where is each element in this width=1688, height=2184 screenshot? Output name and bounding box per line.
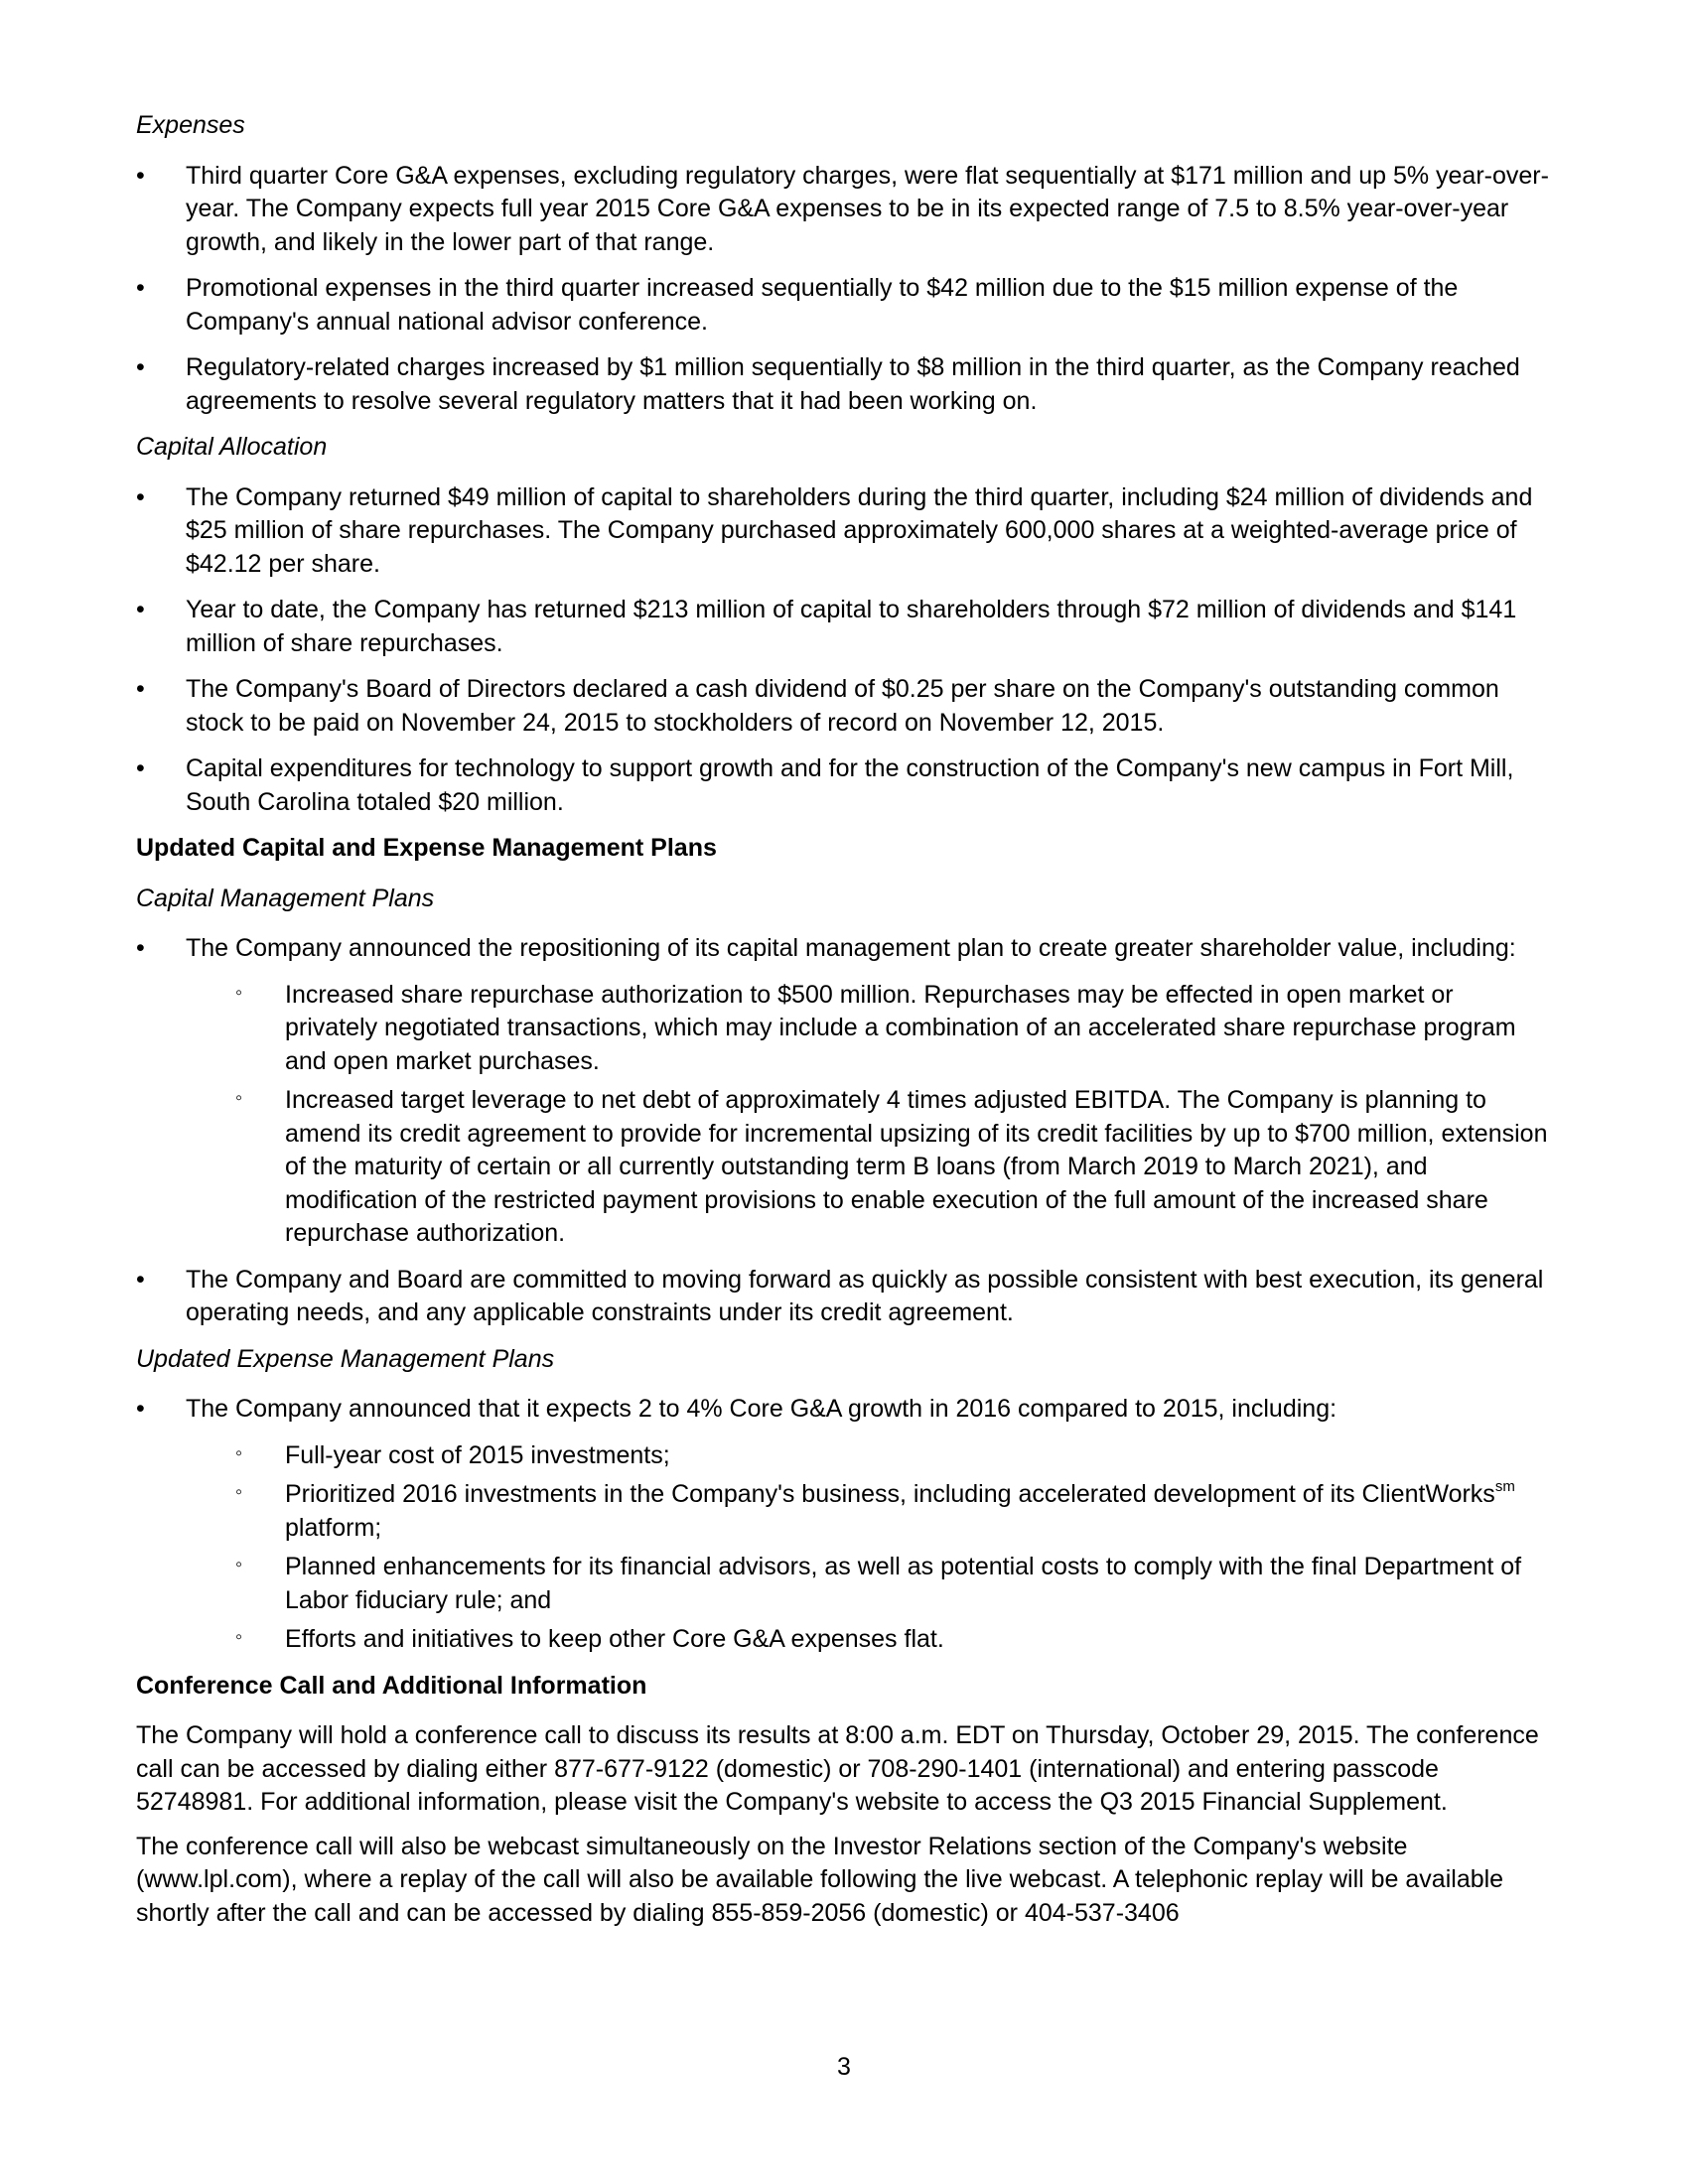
- bullet-glyph: •: [136, 1395, 145, 1423]
- list-item: [136, 160, 1551, 260]
- sub-bullet-glyph: ◦: [235, 1087, 243, 1109]
- capital-management-list: [136, 932, 1551, 1330]
- sub-list-item: [136, 1623, 1551, 1657]
- sub-list-item-text: [285, 1480, 1515, 1542]
- bullet-glyph: •: [136, 353, 145, 381]
- list-item: [136, 594, 1551, 660]
- sub-bullet-glyph: ◦: [235, 1626, 243, 1648]
- sub-list-item-text: Full-year cost of 2015 investments;: [285, 1440, 670, 1469]
- sub-bullet-glyph: ◦: [235, 1554, 243, 1575]
- list-item: [136, 752, 1551, 819]
- sub-list: [186, 1439, 1551, 1657]
- list-item: [136, 1393, 1551, 1657]
- list-item: [136, 481, 1551, 582]
- conference-call-heading: Conference Call and Additional Information: [136, 1671, 647, 1700]
- bullet-glyph: •: [136, 482, 145, 511]
- sub-list-item: [136, 1439, 1551, 1473]
- list-item-text: The Company's Board of Directors declared a cash dividend of $0.25 per share on the Company's outstanding common stock to be paid on November 24, 2015 to stockholders of record on November 12, 2015.: [186, 675, 1499, 737]
- list-item-text: Year to date, the Company has returned $213 million of capital to shareholders through $72 million of dividends and $141 million of share repurchases.: [186, 596, 1517, 657]
- clientworks-text-after: platform;: [285, 1513, 382, 1542]
- list-item: [136, 351, 1551, 418]
- bullet-glyph: •: [136, 596, 145, 623]
- expenses-list: [136, 160, 1551, 419]
- webcast-paragraph: The conference call will also be webcast simultaneously on the Investor Relations section of the Company's website (www.lpl.com), where a replay of the call will also be available following the live webcast. A telephonic replay will be available shortly after the call and can be accessed by dialing 855-859-2056 (domestic) or 404-537-3406: [136, 1832, 1504, 1927]
- expense-management-list: [136, 1393, 1551, 1657]
- bullet-glyph: •: [136, 274, 145, 302]
- sub-list-item: [136, 979, 1551, 1079]
- sub-bullet-glyph: ◦: [235, 1441, 243, 1464]
- sub-list: [186, 979, 1551, 1251]
- updated-plans-heading: Updated Capital and Expense Management Plans: [136, 834, 717, 862]
- document-page: [136, 109, 1551, 1941]
- list-item-text: The Company returned $49 million of capital to shareholders during the third quarter, including $24 million of dividends and $25 million of share repurchases. The Company purchased approximately 600,000 shares at a weighted-average price of $42.12 per share.: [186, 482, 1533, 578]
- sub-list-item-text: Efforts and initiatives to keep other Core G&A expenses flat.: [285, 1625, 944, 1653]
- list-item: [136, 272, 1551, 339]
- sub-bullet-glyph: ◦: [235, 1481, 243, 1503]
- capital-allocation-list: [136, 481, 1551, 820]
- service-mark-superscript: sm: [1494, 1478, 1515, 1495]
- list-item-text: Third quarter Core G&A expenses, excluding regulatory charges, were flat sequentially at $171 million and up 5% year-over-year. The Company expects full year 2015 Core G&A expenses to be in its expected range of 7.5 to 8.5% year-over-year growth, and likely in the lower part of that range.: [186, 161, 1549, 256]
- list-item: [136, 673, 1551, 740]
- sub-list-item: [136, 1084, 1551, 1251]
- sub-list-item: [136, 1551, 1551, 1617]
- capital-management-heading: Capital Management Plans: [136, 884, 435, 912]
- list-item-text: The Company and Board are committed to moving forward as quickly as possible consistent with best execution, its general operating needs, and any applicable constraints under its credit agreement.: [186, 1265, 1544, 1326]
- list-item-text: Promotional expenses in the third quarter increased sequentially to $42 million due to the $15 million expense of the Company's annual national advisor conference.: [186, 274, 1459, 336]
- bullet-glyph: •: [136, 1265, 145, 1294]
- sub-list-item-text: Planned enhancements for its financial advisors, as well as potential costs to comply with the final Department of Labor fiduciary rule; and: [285, 1553, 1522, 1614]
- capital-allocation-heading: Capital Allocation: [136, 433, 328, 461]
- list-item: [136, 932, 1551, 1251]
- bullet-glyph: •: [136, 934, 145, 962]
- clientworks-text-before: Prioritized 2016 investments in the Company's business, including accelerated development of its ClientWorks: [285, 1480, 1495, 1508]
- list-item: [136, 1264, 1551, 1330]
- expenses-heading: Expenses: [136, 111, 245, 139]
- bullet-glyph: •: [136, 675, 145, 703]
- list-item-text: Capital expenditures for technology to support growth and for the construction of the Company's new campus in Fort Mill, South Carolina totaled $20 million.: [186, 754, 1514, 816]
- sub-list-item-text: Increased target leverage to net debt of approximately 4 times adjusted EBITDA. The Company is planning to amend its credit agreement to provide for incremental upsizing of its credit facilities by up to $700 million, extension of the maturity of certain or all currently outstanding term B loans (from March 2019 to March 2021), and modification of the restricted payment provisions to enable execution of the full amount of the increased share repurchase authorization.: [285, 1086, 1548, 1247]
- expense-management-heading: Updated Expense Management Plans: [136, 1344, 555, 1373]
- page-number: 3: [837, 2053, 851, 2081]
- list-item-text: The Company announced the repositioning of its capital management plan to create greater shareholder value, including:: [186, 934, 1516, 962]
- bullet-glyph: •: [136, 161, 145, 190]
- bullet-glyph: •: [136, 754, 145, 782]
- sub-list-item: [136, 1478, 1551, 1545]
- sub-list-item-text: Increased share repurchase authorization to $500 million. Repurchases may be effected in open market or privately negotiated transactions, which may include a combination of an accelerated share repurchase program and open market purchases.: [285, 980, 1516, 1075]
- conference-paragraph: The Company will hold a conference call to discuss its results at 8:00 a.m. EDT on Thursday, October 29, 2015. The conference call can be accessed by dialing either 877-677-9122 (domestic) or 708-290-1401 (international) and entering passcode 52748981. For additional information, please visit the Company's website to access the Q3 2015 Financial Supplement.: [136, 1721, 1539, 1816]
- list-item-text: Regulatory-related charges increased by $1 million sequentially to $8 million in the third quarter, as the Company reached agreements to resolve several regulatory matters that it had been working on.: [186, 353, 1520, 415]
- list-item-text: The Company announced that it expects 2 to 4% Core G&A growth in 2016 compared to 2015, including:: [186, 1395, 1337, 1423]
- sub-bullet-glyph: ◦: [235, 981, 243, 1004]
